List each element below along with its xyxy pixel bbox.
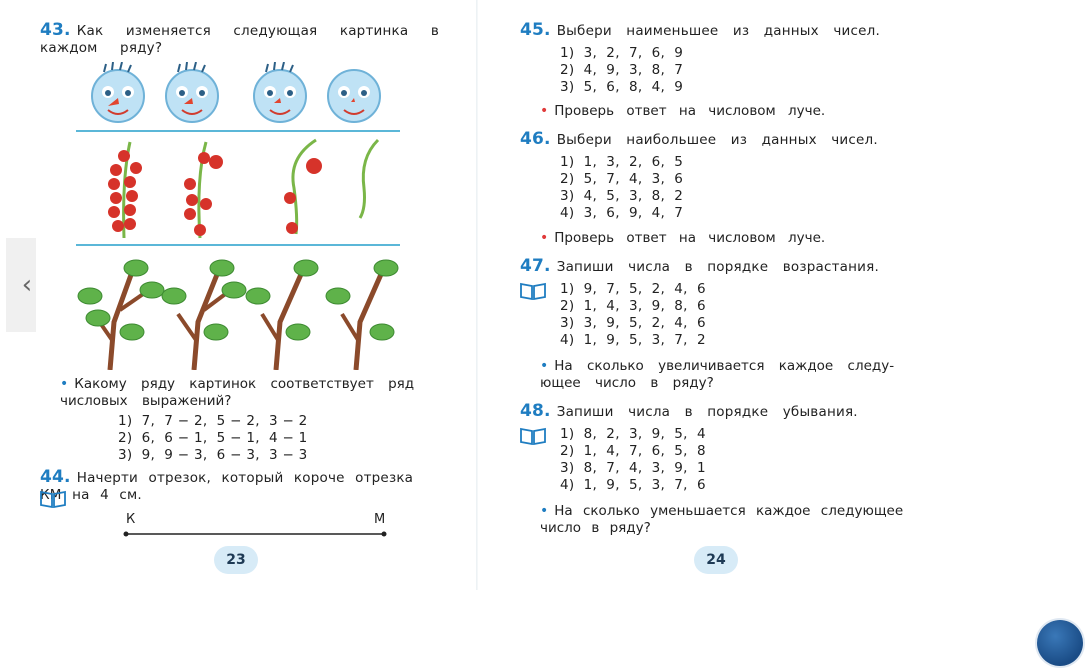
list-item: 3) 3, 9, 5, 2, 4, 6 [560, 315, 706, 331]
segment-label-end: М [374, 512, 386, 527]
berry-branch-4 [360, 140, 378, 218]
list-item: 3) 5, 6, 8, 4, 9 [560, 79, 684, 95]
list-item: 2) 5, 7, 4, 3, 6 [560, 171, 684, 187]
logo-badge[interactable] [1037, 620, 1083, 666]
list-item: 4) 3, 6, 9, 4, 7 [560, 205, 684, 221]
task-text: Начерти отрезок, который короче отрезка КМ на 4 см. [40, 470, 414, 503]
task-number: 46. [520, 129, 551, 149]
face-1 [92, 62, 144, 122]
row-divider [76, 244, 400, 246]
tree-branch-1 [78, 260, 164, 370]
notebook-icon [520, 282, 546, 300]
row-divider [76, 130, 400, 132]
list-item: 3) 8, 7, 4, 3, 9, 1 [560, 460, 706, 476]
segment-label-start: К [126, 512, 136, 527]
task-text: Выбери наименьшее из данных чисел. [556, 23, 880, 39]
list-item: 2) 1, 4, 3, 9, 8, 6 [560, 298, 706, 314]
task-text: Выбери наибольшее из данных чисел. [556, 132, 878, 148]
list-item: 1) 8, 2, 3, 9, 5, 4 [560, 426, 706, 442]
task-number: 44. [40, 467, 71, 487]
question-text: Какому ряду картинок соответствует ряд числовых выражений? [60, 376, 415, 409]
list-item: 1) 3, 2, 7, 6, 9 [560, 45, 684, 61]
list-item: 2) 4, 9, 3, 8, 7 [560, 62, 684, 78]
list-item: 4) 1, 9, 5, 3, 7, 6 [560, 477, 706, 493]
list-item: 1) 1, 3, 2, 6, 5 [560, 154, 684, 170]
task-46 [520, 131, 940, 149]
list-item: 1) 9, 7, 5, 2, 4, 6 [560, 281, 706, 297]
expression-2: 2) 6, 6 − 1, 5 − 1, 4 − 1 [118, 430, 308, 446]
page-right [478, 0, 950, 590]
chevron-left-icon: ‹ [21, 270, 33, 300]
berry-branch-3 [284, 140, 322, 234]
task-text: Как изменяется следующая картинка в каждом ряду? [40, 23, 439, 56]
tree-branch-2 [162, 260, 246, 370]
branches-illustration [76, 252, 416, 370]
task-number: 47. [520, 256, 551, 276]
berry-branch-2 [184, 142, 223, 238]
task-47-question: • На сколько увеличивается каждое следу-ющее число в ряду? [540, 358, 895, 391]
berries-illustration [100, 138, 390, 242]
face-4 [328, 70, 380, 122]
task-43-question: • Какому ряду картинок соответствует ряд числовых выражений? [60, 376, 415, 409]
tree-branch-3 [246, 260, 318, 370]
list-45 [560, 45, 683, 96]
expressions-list [118, 413, 308, 464]
tree-branch-4 [326, 260, 398, 370]
list-46 [560, 154, 683, 222]
task-text: Запиши числа в порядке возрастания. [556, 259, 879, 275]
task-45 [520, 22, 940, 40]
face-2 [166, 62, 218, 122]
page-number-23: 23 [214, 546, 258, 574]
notebook-icon [40, 490, 66, 508]
task-48 [520, 403, 940, 421]
list-item: 4) 1, 9, 5, 3, 7, 2 [560, 332, 706, 348]
berry-branch-1 [108, 142, 142, 238]
check-hint-46: • Проверь ответ на числовом луче. [540, 230, 826, 246]
task-text: Запиши числа в порядке убывания. [556, 404, 858, 420]
expression-1: 1) 7, 7 − 2, 5 − 2, 3 − 2 [118, 413, 308, 429]
face-3 [254, 62, 306, 122]
list-48 [560, 426, 706, 494]
list-item: 3) 4, 5, 3, 8, 2 [560, 188, 684, 204]
task-number: 45. [520, 20, 551, 40]
task-44 [40, 469, 440, 504]
faces-illustration [86, 62, 386, 128]
list-item: 2) 1, 4, 7, 6, 5, 8 [560, 443, 706, 459]
segment-km [122, 528, 388, 540]
task-43 [40, 22, 440, 57]
task-47 [520, 258, 940, 276]
expression-3: 3) 9, 9 − 3, 6 − 3, 3 − 3 [118, 447, 308, 463]
page-left [36, 0, 476, 590]
notebook-icon [520, 427, 546, 445]
task-48-question: • На сколько уменьшается каждое следующее число в ряду? [540, 503, 904, 536]
task-number: 48. [520, 401, 551, 421]
page-number-24: 24 [694, 546, 738, 574]
task-number: 43. [40, 20, 71, 40]
check-hint-45: • Проверь ответ на числовом луче. [540, 103, 826, 119]
list-47 [560, 281, 706, 349]
